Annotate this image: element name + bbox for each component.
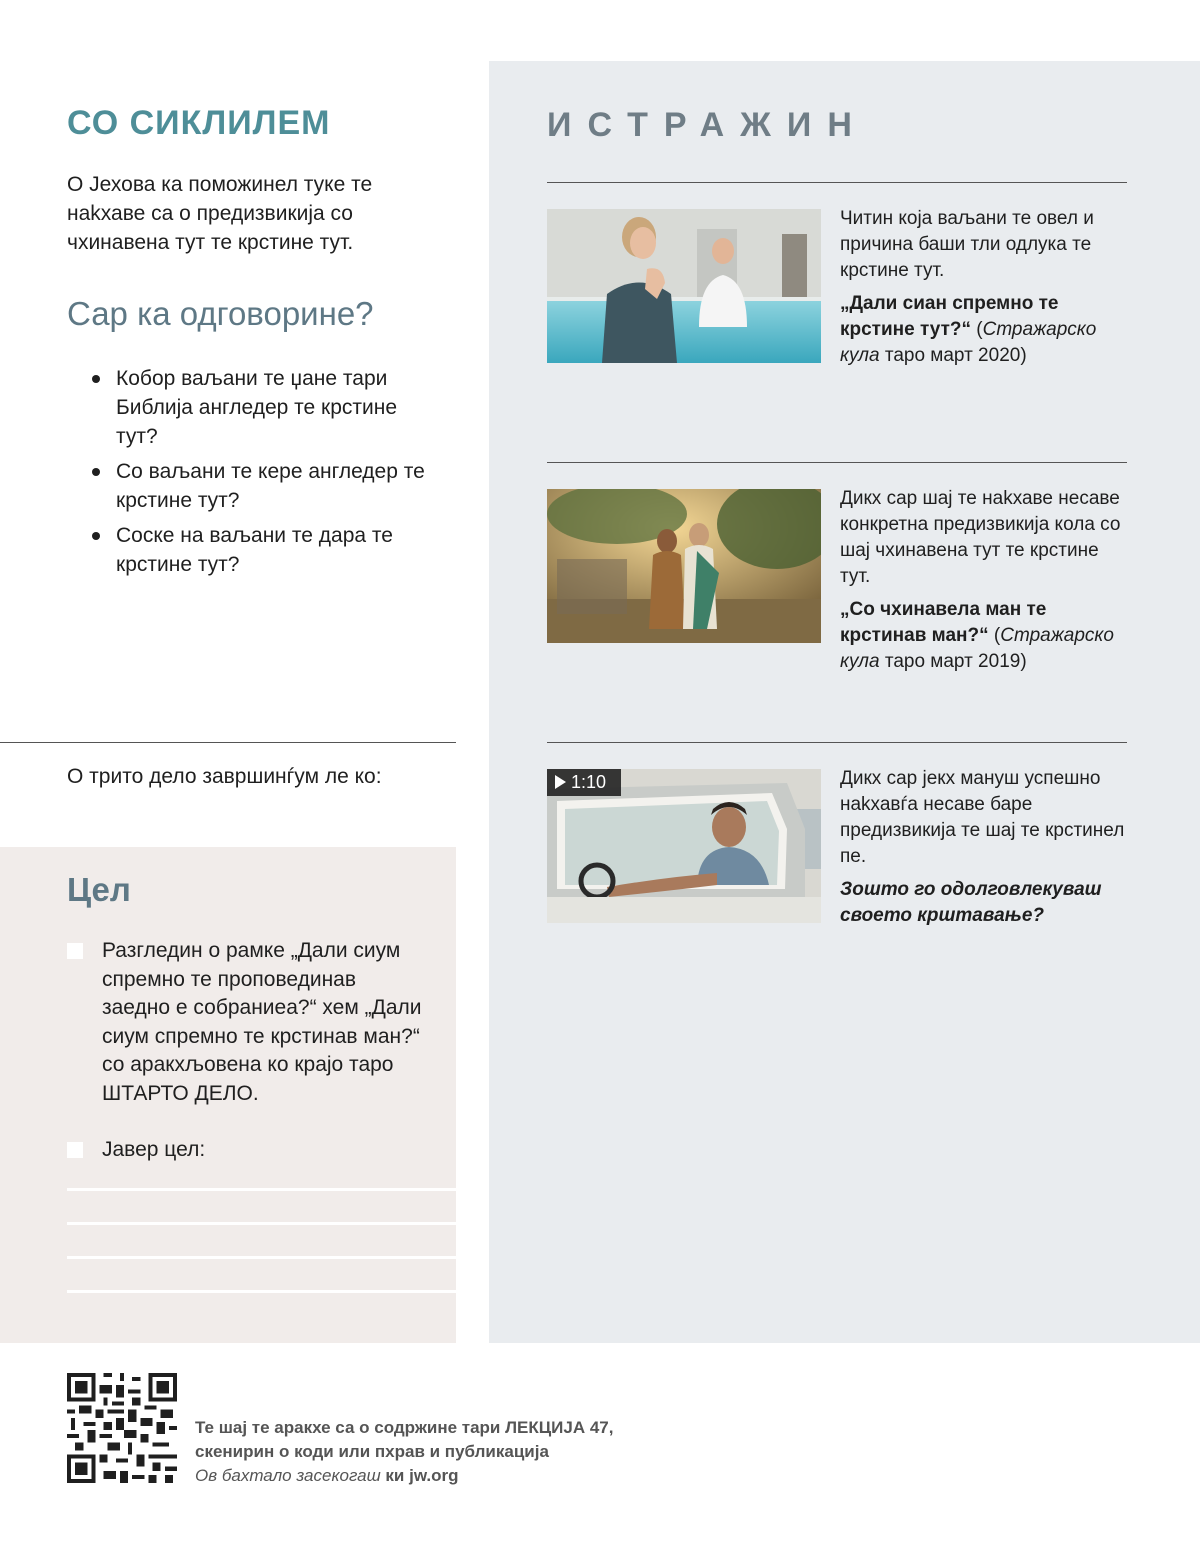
questions-list (92, 364, 437, 585)
footer-line-1: Те шај те аракхе са о содржине тари ЛЕКЦИЈА 47, (195, 1418, 614, 1437)
footer-line-3 (195, 1464, 613, 1488)
bullet-icon (92, 532, 100, 540)
part-completed-label: О трито дело завршинѓум ле ко: (67, 765, 382, 788)
play-icon[interactable] (555, 775, 566, 789)
writing-line[interactable] (67, 1290, 456, 1293)
divider (547, 462, 1127, 463)
baptism-photo-icon[interactable] (547, 209, 821, 363)
writing-line[interactable] (67, 1222, 456, 1225)
philip-eunuch-painting-icon[interactable] (547, 489, 821, 643)
website-link[interactable]: ки jw.org (380, 1466, 459, 1485)
divider (0, 742, 456, 743)
goal-title: Цел (67, 871, 131, 908)
goal-item-other[interactable]: Јавер цел: (67, 1136, 427, 1165)
publication-name: Ов бахтало засекогаш (195, 1466, 381, 1485)
video-duration-badge[interactable] (547, 769, 621, 796)
intro-text: О Јехова ка поможинел туке те нakхаве са о предизвикија со чхинавена тут те крстине тут. (67, 173, 373, 254)
item-description: Читин која ваљани те овел и причина баши тли одлука те крстине тут. (840, 208, 1094, 281)
checkbox-icon[interactable] (67, 1142, 83, 1158)
publication-name: Стражарско кула (840, 319, 1097, 366)
research-title: ИСТРАЖИН (547, 106, 868, 144)
video-duration: 1:10 (571, 772, 607, 792)
bullet-icon (92, 468, 100, 476)
writing-line[interactable] (67, 1256, 456, 1259)
article-reference[interactable]: „Со чхинавела ман те крстинав ман?“ (Стражарско кула таро март 2019) (840, 599, 1114, 672)
video-thumbnail[interactable] (547, 769, 821, 923)
list-item: Кобор ваљани те џане тари Библија англедер те крстине тут? (92, 364, 437, 451)
research-item-2 (840, 486, 1130, 682)
section-title: СО СИКЛИЛЕМ (67, 104, 331, 142)
checkbox-icon[interactable] (67, 943, 83, 959)
publication-name: Стражарско кула (840, 625, 1114, 672)
list-item: Соске на ваљани те дара те крстине тут? (92, 521, 437, 579)
item-description: Дикх сар шај те нakхаве несаве конкретна предизвикија кола со шај чхинавена тут те крстине тут. (840, 488, 1121, 587)
footer-line-2: скенирин о коди или пхрав и публикација (195, 1442, 549, 1461)
article-title[interactable]: „Со чхинавела ман те крстинав ман?“ (840, 599, 1047, 646)
publication-date: таро март 2020) (879, 345, 1027, 366)
article-title[interactable]: „Дали сиан спремно те крстине тут?“ (840, 293, 1059, 340)
research-item-1 (840, 206, 1130, 376)
article-reference[interactable]: „Дали сиан спремно те крстине тут?“ (Стражарско кула таро март 2020) (840, 293, 1097, 366)
divider (547, 742, 1127, 743)
questions-heading: Сар ка одговорине? (67, 295, 374, 332)
video-title[interactable]: Зошто го одолговлекуваш своето крштавање? (840, 879, 1102, 926)
list-item: Со ваљани те кере англедер те крстине тут? (92, 457, 437, 515)
bullet-icon (92, 375, 100, 383)
qr-code-icon[interactable] (67, 1373, 177, 1483)
research-item-3 (840, 766, 1130, 936)
divider (547, 182, 1127, 183)
item-description: Дикх сар јекх мануш успешно нakхавѓа несаве баре предизвикија те шај те крстинел пе. (840, 768, 1125, 867)
goal-item-review-boxes[interactable]: Разгледин о рамке „Дали сиум спремно те проповединав заедно е собраниеа?“ хем „Дали сиум спремно те крстинав ман?“ со аракхљовена ко крајо таро ШТАРТО ДЕЛО. (67, 937, 427, 1108)
publication-date: таро март 2019) (879, 651, 1027, 672)
footer-text (195, 1416, 613, 1488)
writing-line[interactable] (67, 1188, 456, 1191)
